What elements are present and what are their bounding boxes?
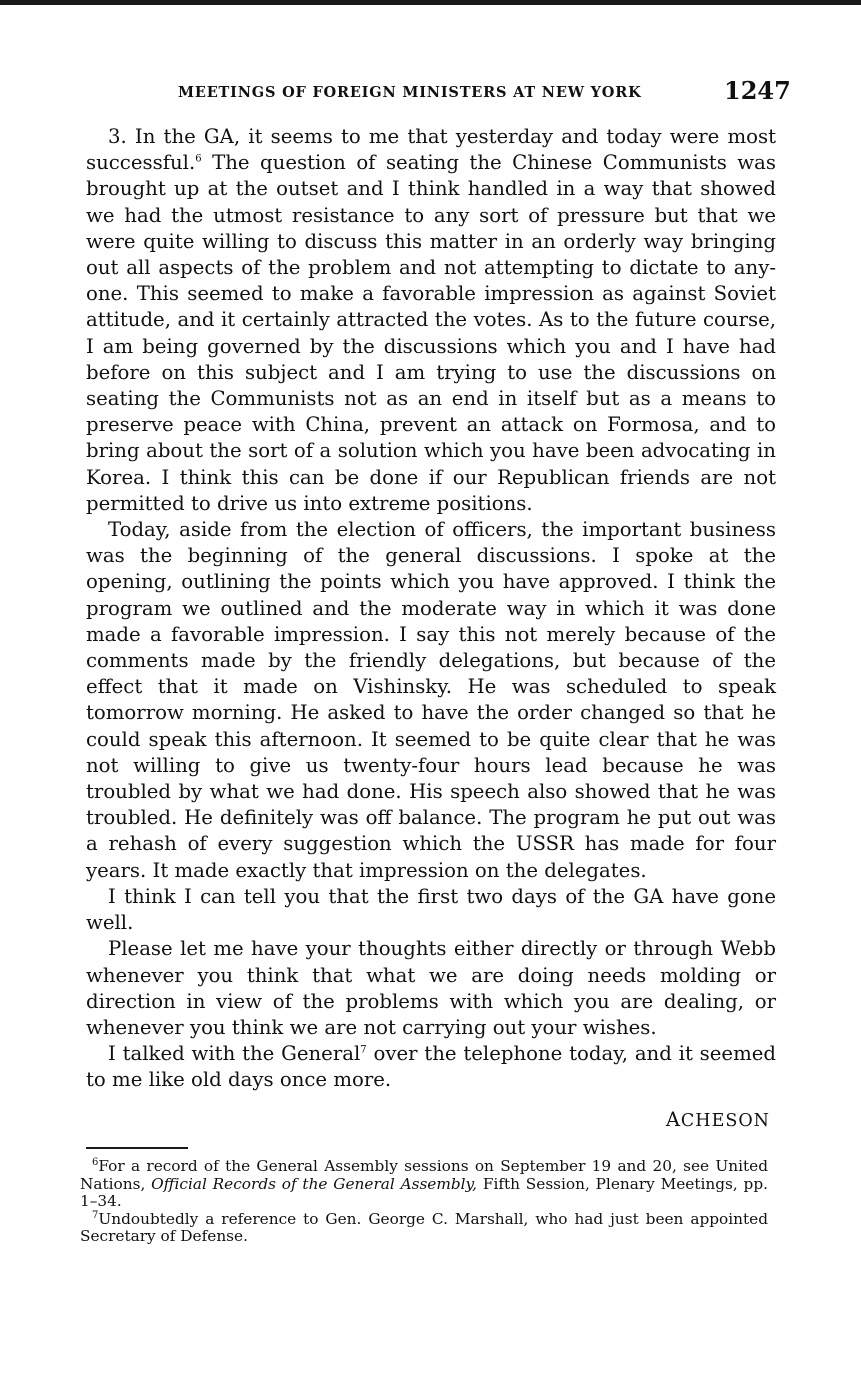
running-head: MEETINGS OF FOREIGN MINISTERS AT NEW YORK: [178, 84, 642, 101]
signature: [560, 1108, 770, 1131]
paragraph-5: [86, 1041, 776, 1093]
footnotes: [80, 1158, 768, 1246]
page-header: [0, 76, 861, 110]
page-number: 1247: [724, 76, 791, 105]
footnote-6-italic-title: Official Records of the General Assembly,: [151, 1174, 478, 1193]
footnote-divider: [86, 1147, 188, 1149]
footnote-6-text-b: Fifth Session, Plenary Meetings, pp. 1–34.: [80, 1174, 768, 1211]
signature-initial: A: [665, 1108, 681, 1131]
paragraph-1-part-a: 3. In the GA, it seems to me that yesterday and today were most successful.: [86, 125, 776, 175]
footnote-ref-6: 6: [195, 153, 202, 165]
paragraph-5-part-b: over the telephone today, and it seemed to me like old days once more.: [86, 1042, 776, 1092]
paragraph-1: [86, 124, 776, 517]
top-border-rule: [0, 0, 861, 5]
paragraph-1-part-b: The question of seating the Chinese Communists was brought up at the outset and I think handled in a way that showed we had the utmost resistance to any sort of pressure but that we were quite willing to discuss this matter in an orderly way bringing out all aspects of the problem and not attempting to dictate to anyone. This seemed to make a favorable impression as against Soviet attitude, and it certainly attracted the votes. As to the future course, I am being governed by the discussions which you and I have had before on this subject and I am trying to use the discussions on seating the Communists not as an end in itself but as a means to preserve peace with China, prevent an attack on Formosa, and to bring about the sort of a solution which you have been advocating in Korea. I think this can be done if our Republican friends are not permitted to drive us into extreme positions.: [86, 151, 776, 515]
body-text: [86, 124, 776, 1094]
footnote-6: [80, 1158, 768, 1211]
footnote-7-mark: 7: [92, 1209, 99, 1221]
footnote-7-text: Undoubtedly a reference to Gen. George C. Marshall, who had just been appointed Secretary of Defense.: [80, 1209, 768, 1246]
paragraph-3: I think I can tell you that the first two days of the GA have gone well.: [86, 884, 776, 935]
paragraph-5-part-a: I talked with the General: [108, 1042, 361, 1066]
signature-rest: CHESON: [680, 1111, 770, 1131]
footnote-6-text-a: For a record of the General Assembly sessions on September 19 and 20, see United Nations,: [80, 1157, 768, 1193]
footnote-6-mark: 6: [92, 1156, 99, 1168]
paragraph-2: Today, aside from the election of officers, the important business was the beginning of the general discussions. I spoke at the opening, outlining the points which you have approved. I think the program we outlined and the moderate way in which it was done made a favorable impression. I say this not merely because of the comments made by the friendly delegations, but because of the effect that it made on Vishinsky. He was scheduled to speak tomorrow morning. He asked to have the order changed so that he could speak this afternoon. It seemed to be quite clear that he was not willing to give us twenty-four hours lead because he was troubled by what we had done. His speech also showed that he was troubled. He definitely was off balance. The program he put out was a rehash of every suggestion which the USSR has made for four years. It made exactly that impression on the delegates.: [86, 518, 776, 882]
footnote-ref-7: 7: [360, 1044, 367, 1056]
footnote-7: [80, 1211, 768, 1246]
paragraph-4: Please let me have your thoughts either directly or through Webb whenever you think that what we are doing needs molding or direction in view of the problems with which you are dealing, or whenever you think we are not carrying out your wishes.: [86, 937, 776, 1039]
